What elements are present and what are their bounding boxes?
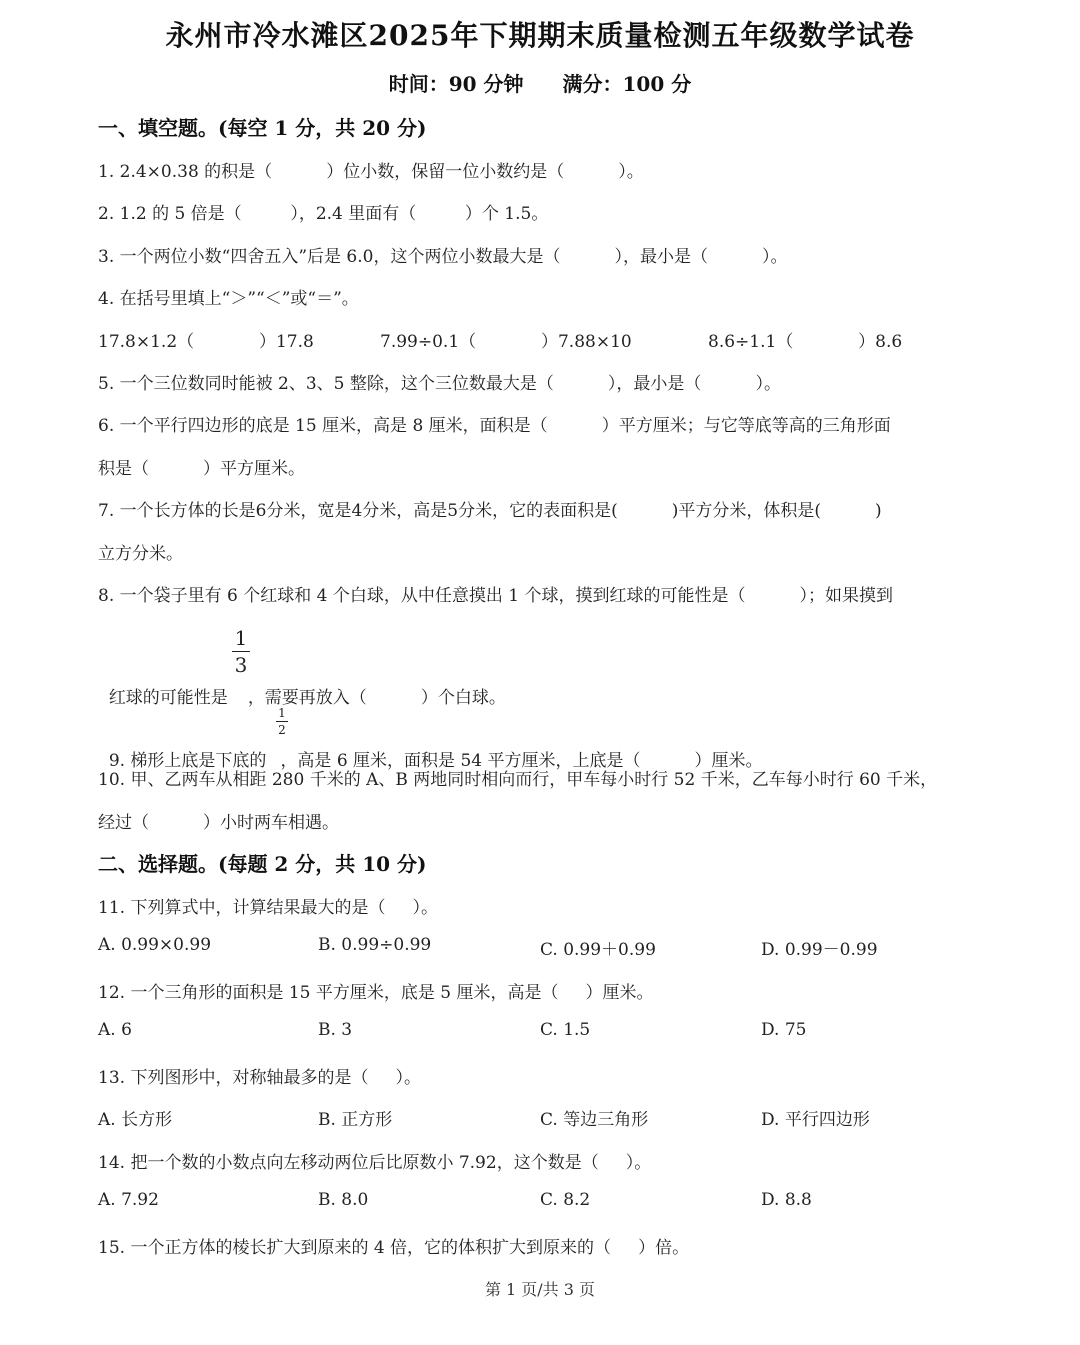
question-4-item-c: 8.6÷1.1（ ）8.6 [708,332,903,352]
section-2-heading: 二、选择题。(每题 2 分，共 10 分) [98,852,427,876]
question-4-item-b: 7.99÷0.1（ ）7.88×10 [380,332,632,352]
fraction-one-half [276,706,288,737]
question-8-line-2 [98,663,506,708]
question-11-option-b: B. 0.99÷0.99 [318,935,432,955]
fraction-numerator: 1 [234,626,248,650]
question-1: 1. 2.4×0.38 的积是（ ）位小数，保留一位小数约是（ ）。 [98,162,644,182]
question-14: 14. 把一个数的小数点向左移动两位后比原数小 7.92，这个数是（ ）。 [98,1153,652,1173]
question-12: 12. 一个三角形的面积是 15 平方厘米，底是 5 厘米，高是（ ）厘米。 [98,983,654,1003]
question-14-option-b: B. 8.0 [318,1190,369,1210]
question-12-option-c: C. 1.5 [540,1020,591,1040]
question-12-option-a: A. 6 [98,1020,132,1040]
question-15: 15. 一个正方体的棱长扩大到原来的 4 倍，它的体积扩大到原来的（ ）倍。 [98,1238,690,1258]
question-8-line-2-end: ，需要再放入（ ）个白球。 [247,688,506,708]
question-2: 2. 1.2 的 5 倍是（ ），2.4 里面有（ ）个 1.5。 [98,204,549,224]
question-14-option-a: A. 7.92 [98,1190,159,1210]
fraction-one-third [232,626,250,677]
fraction-numerator: 1 [278,706,286,720]
question-8-line-2-start: 红球的可能性是 [108,688,228,708]
page-number: 第 1 页/共 3 页 [484,1280,596,1299]
question-4: 4. 在括号里填上“＞”“＜”或“＝”。 [98,289,359,309]
question-11-option-a: A. 0.99×0.99 [98,935,212,955]
exam-info [0,68,1080,97]
question-7-line-1: 7. 一个长方体的长是6分米，宽是4分米，高是5分米，它的表面积是( )平方分米，体积是( ) [98,501,882,521]
question-10-line-1: 10. 甲、乙两车从相距 280 千米的 A、B 两地同时相向而行，甲车每小时行 52 千米，乙车每小时行 60 千米， [98,770,938,790]
exam-time: 时间：90 分钟 [388,72,524,96]
question-9-start: 9. 梯形上底是下底的 [108,751,267,771]
exam-title: 永州市冷水滩区2025年下期期末质量检测五年级数学试卷 [165,19,915,52]
question-8-line-1: 8. 一个袋子里有 6 个红球和 4 个白球，从中任意摸出 1 个球，摸到红球的可能性是（ ）；如果摸到 [98,586,894,606]
fraction-denominator: 2 [278,723,286,737]
question-13-option-a: A. 长方形 [98,1110,173,1130]
question-9-end: ，高是 6 厘米，面积是 54 平方厘米，上底是（ ）厘米。 [280,751,763,771]
question-12-option-b: B. 3 [318,1020,353,1040]
question-4-item-a: 17.8×1.2（ ）17.8 [98,332,314,352]
question-11: 11. 下列算式中，计算结果最大的是（ ）。 [98,898,438,918]
question-13: 13. 下列图形中，对称轴最多的是（ ）。 [98,1068,421,1088]
question-14-option-d: D. 8.8 [761,1190,812,1210]
question-6-line-2: 积是（ ）平方厘米。 [98,459,306,479]
question-6-line-1: 6. 一个平行四边形的底是 15 厘米，高是 8 厘米，面积是（ ）平方厘米；与它等底等高的三角形面 [98,416,891,436]
question-10-line-2: 经过（ ）小时两车相遇。 [98,813,340,833]
exam-full-score: 满分：100 分 [562,72,692,96]
question-12-option-d: D. 75 [761,1020,807,1040]
question-14-option-c: C. 8.2 [540,1190,591,1210]
question-11-option-d: D. 0.99－0.99 [761,940,878,960]
question-5: 5. 一个三位数同时能被 2、3、5 整除，这个三位数最大是（ ），最小是（ ）。 [98,374,781,394]
question-13-option-d: D. 平行四边形 [761,1110,870,1130]
question-13-option-b: B. 正方形 [318,1110,393,1130]
question-7-line-2: 立方分米。 [98,544,183,564]
question-11-option-c: C. 0.99＋0.99 [540,940,656,960]
fraction-denominator: 3 [234,653,248,677]
question-13-option-c: C. 等边三角形 [540,1110,649,1130]
question-3: 3. 一个两位小数“四舍五入”后是 6.0，这个两位小数最大是（ ），最小是（ ）。 [98,247,788,267]
section-1-heading: 一、填空题。(每空 1 分，共 20 分) [98,116,427,140]
